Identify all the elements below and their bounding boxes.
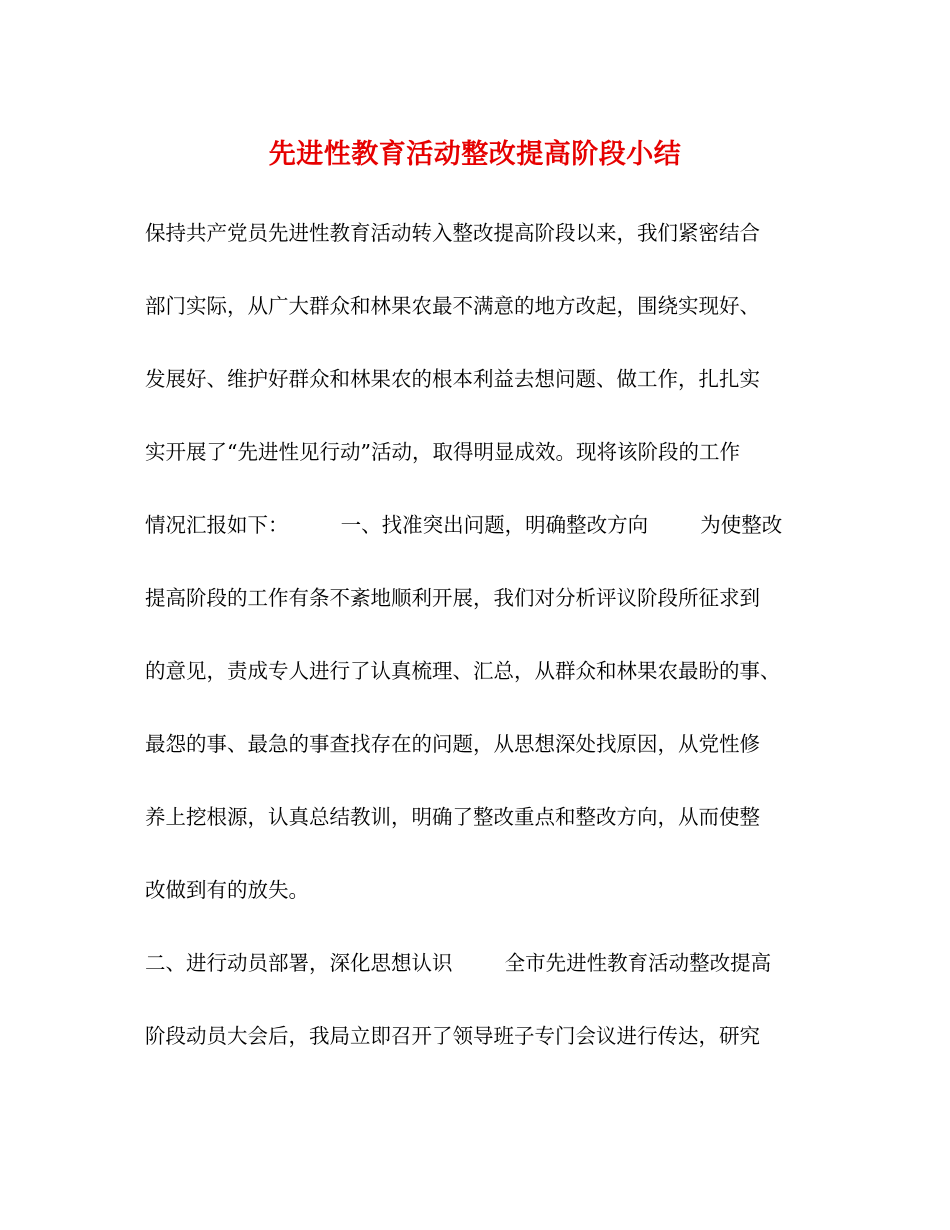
body-line: 最怨的事、最急的事查找存在的问题，从思想深处找原因，从党性修	[145, 732, 760, 756]
document-title: 先进性教育活动整改提高阶段小结	[268, 139, 682, 170]
body-line: 的意见，责成专人进行了认真梳理、汇总，从群众和林果农最盼的事、	[145, 659, 781, 683]
body-line: 保持共产党员先进性教育活动转入整改提高阶段以来，我们紧密结合	[145, 221, 760, 245]
body-line: 提高阶段的工作有条不紊地顺利开展，我们对分析评议阶段所征求到	[145, 586, 760, 610]
body-line: 部门实际，从广大群众和林果农最不满意的地方改起，围绕实现好、	[145, 294, 760, 318]
body-line: 改做到有的放失。	[145, 878, 309, 902]
body-line: 二、进行动员部署，深化思想认识 全市先进性教育活动整改提高	[145, 951, 772, 975]
document-body	[145, 218, 825, 1094]
body-line: 实开展了“先进性见行动”活动，取得明显成效。现将该阶段的工作	[145, 440, 740, 464]
body-line: 阶段动员大会后，我局立即召开了领导班子专门会议进行传达，研究	[145, 1024, 760, 1048]
body-line: 养上挖根源，认真总结教训，明确了整改重点和整改方向，从而使整	[145, 805, 760, 829]
body-line: 发展好、维护好群众和林果农的根本利益去想问题、做工作，扎扎实	[145, 367, 760, 391]
body-line: 情况汇报如下： 一、找准突出问题，明确整改方向 为使整改	[145, 513, 783, 537]
